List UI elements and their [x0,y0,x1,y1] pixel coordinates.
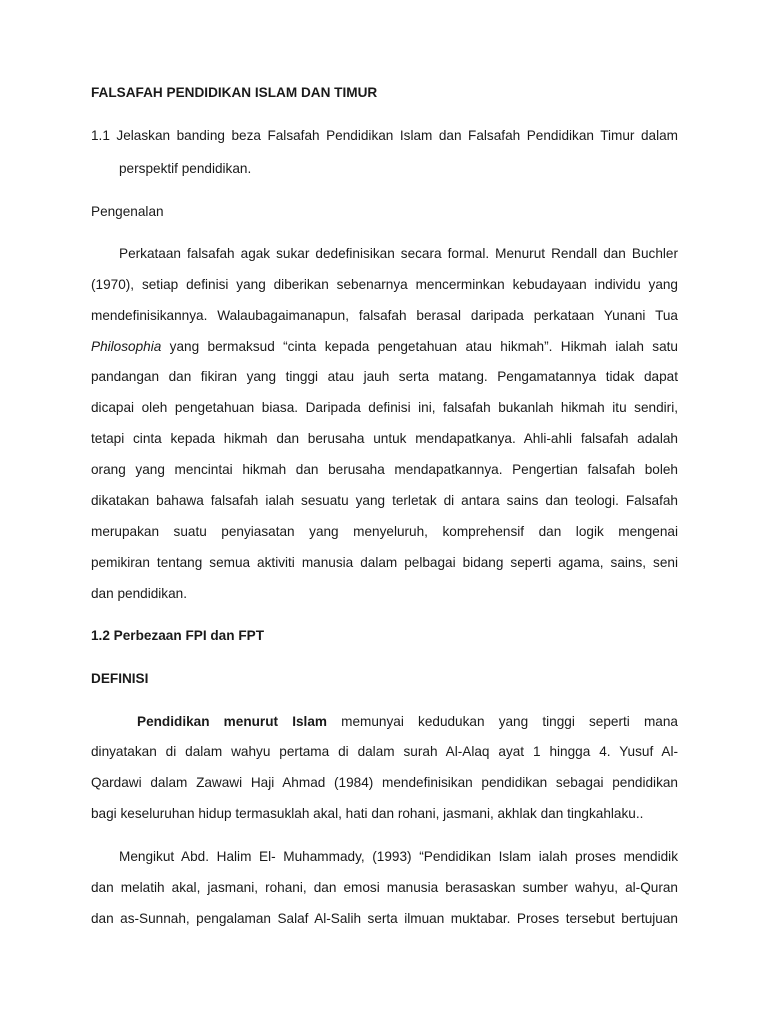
document-title: FALSAFAH PENDIDIKAN ISLAM DAN TIMUR [91,85,378,100]
para2-line-4: bagi keseluruhan hidup termasuklah akal, hati dan rohani, jasmani, akhlak dan tingkahlaku.. [91,806,644,821]
intro-heading: Pengenalan [91,204,164,219]
para1-line-5: pandangan dan fikiran yang tinggi atau jauh serta matang. Pengamatannya tidak dapat [91,369,678,384]
para2-line-2: dinyatakan di dalam wahyu pertama di dalam surah Al-Alaq ayat 1 hingga 4. Yusuf Al- [91,744,678,759]
para3-line-3: dan as-Sunnah, pengalaman Salaf Al-Salih serta ilmuan muktabar. Proses tersebut bertujuan [91,911,678,926]
para1-line-4-text: yang bermaksud “cinta kepada pengetahuan atau hikmah”. Hikmah ialah satu [161,339,678,354]
para1-line-8: orang yang mencintai hikmah dan berusaha mendapatkannya. Pengertian falsafah boleh [91,462,678,477]
para1-line-2: (1970), setiap definisi yang diberikan sebenarnya mencerminkan kebudayaan individu yang [91,277,678,292]
para2-bold-term: Pendidikan menurut Islam [137,714,327,729]
philosophia-term: Philosophia [91,339,162,354]
para1-line-6: dicapai oleh pengetahuan biasa. Daripada definisi ini, falsafah bukanlah hikmah itu sendiri, [91,400,678,415]
question-line-1: 1.1 Jelaskan banding beza Falsafah Pendidikan Islam dan Falsafah Pendidikan Timur dalam [91,128,678,143]
section-heading: 1.2 Perbezaan FPI dan FPT [91,628,264,643]
question-line-2: perspektif pendidikan. [119,161,252,176]
para1-line-10: merupakan suatu penyiasatan yang menyeluruh, komprehensif dan logik mengenai [91,524,678,539]
para1-line-11: pemikiran tentang semua aktiviti manusia dalam pelbagai bidang seperti agama, sains, seni [91,555,678,570]
para1-line-12: dan pendidikan. [91,586,187,601]
para2-line-1 [137,713,678,731]
para1-line-9: dikatakan bahawa falsafah ialah sesuatu yang terletak di antara sains dan teologi. Falsafah [91,493,678,508]
para1-line-1: Perkataan falsafah agak sukar dedefinisikan secara formal. Menurut Rendall dan Buchler [119,246,678,261]
para2-line-1-text: memunyai kedudukan yang tinggi seperti mana [326,714,678,729]
para3-line-2: dan melatih akal, jasmani, rohani, dan emosi manusia berasaskan sumber wahyu, al-Quran [91,880,678,895]
para1-line-3: mendefinisikannya. Walaubagaimanapun, falsafah berasal daripada perkataan Yunani Tua [91,308,678,323]
para3-line-1: Mengikut Abd. Halim El- Muhammady, (1993) “Pendidikan Islam ialah proses mendidik [119,849,678,864]
para2-line-3: Qardawi dalam Zawawi Haji Ahmad (1984) mendefinisikan pendidikan sebagai pendidikan [91,775,678,790]
para1-line-4 [91,338,678,356]
para1-line-7: tetapi cinta kepada hikmah dan berusaha untuk mendapatkanya. Ahli-ahli falsafah adalah [91,431,678,446]
definisi-heading: DEFINISI [91,671,149,686]
